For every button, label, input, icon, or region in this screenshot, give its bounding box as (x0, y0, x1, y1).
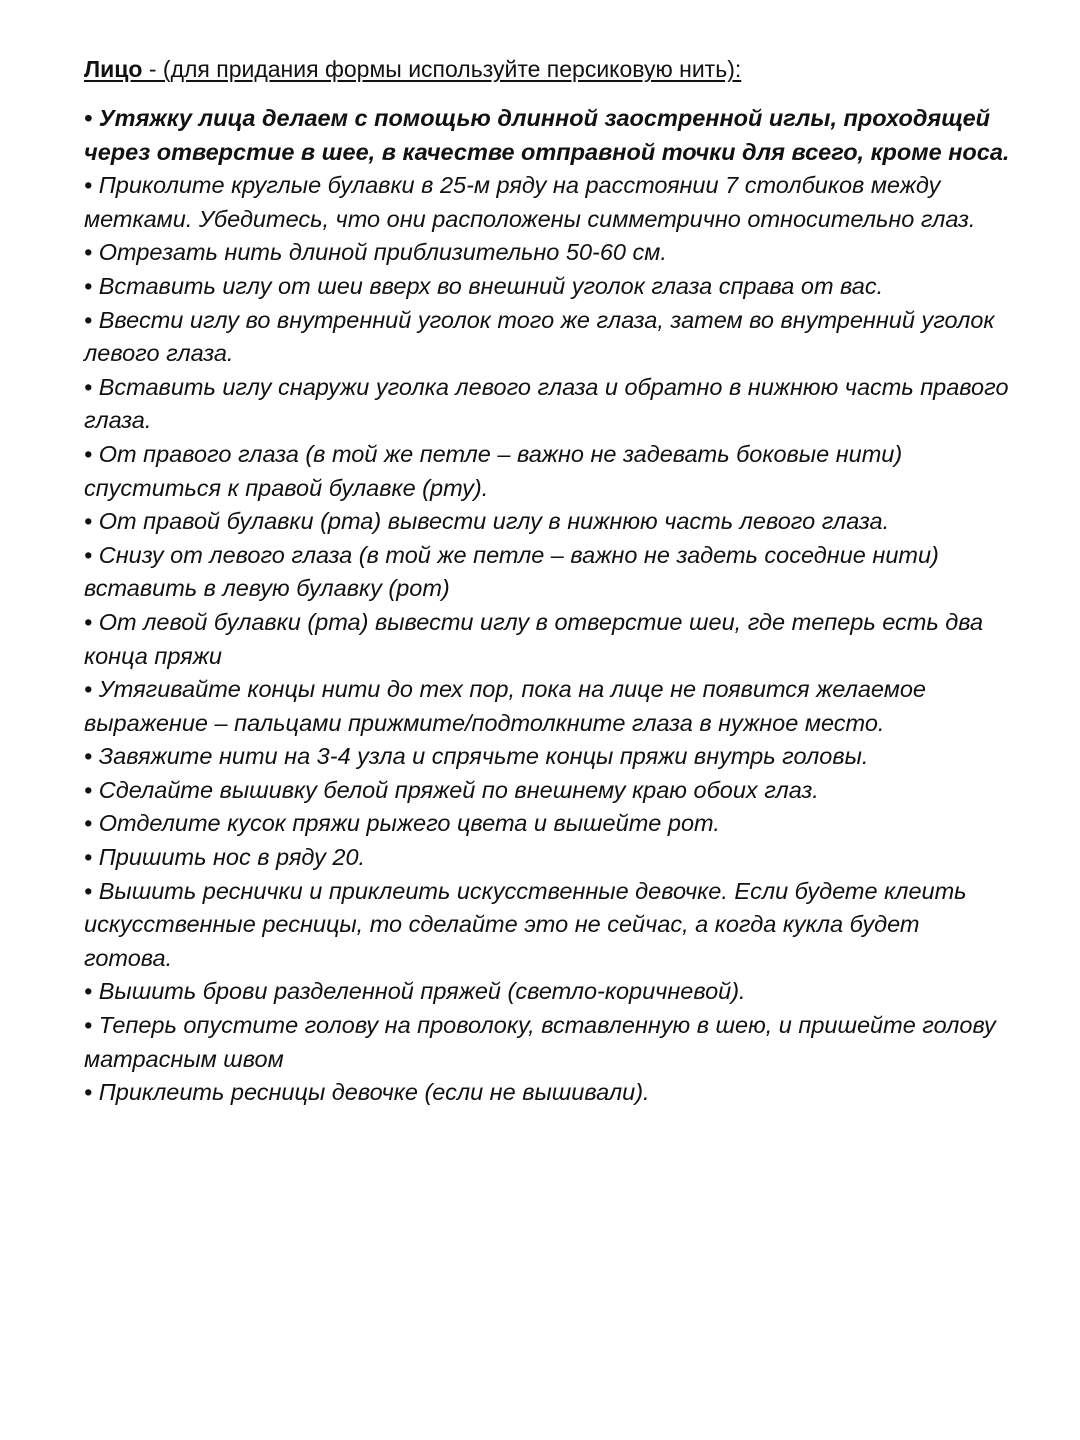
instruction-item: • Вышить реснички и приклеить искусственные девочке. Если будете клеить искусственные ресницы, то сделайте это не сейчас, а когда кукла будет готова. (84, 877, 967, 971)
instruction-item: • Приклеить ресницы девочке (если не вышивали). (84, 1079, 650, 1106)
instruction-list (84, 102, 1010, 1110)
instruction-item: • От правого глаза (в той же петле – важно не задевать боковые нити) спуститься к правой булавке (рту). (84, 440, 903, 501)
heading-subtitle: - (для придания формы используйте персиковую нить): (142, 56, 742, 82)
instruction-item: • Ввести иглу во внутренний уголок того же глаза, затем во внутренний уголок левого глаза. (84, 306, 995, 367)
instruction-item: • Утягивайте концы нити до тех пор, пока на лице не появится желаемое выражение – пальцами прижмите/подтолкните глаза в нужное место. (84, 676, 926, 736)
section-heading (84, 52, 1010, 86)
instruction-item: • От правой булавки (рта) вывести иглу в нижнюю часть левого глаза. (84, 508, 890, 535)
instruction-item: • Пришить нос в ряду 20. (84, 844, 366, 871)
instruction-item: • Теперь опустите голову на проволоку, вставленную в шею, и пришейте голову матрасным швом (84, 1012, 996, 1072)
instruction-item: • Приколите круглые булавки в 25-м ряду на расстоянии 7 столбиков между метками. Убедитесь, что они расположены симметрично относительно глаз. (84, 172, 976, 232)
instruction-item: • Снизу от левого глаза (в той же петле – важно не задеть соседние нити) вставить в левую булавку (рот) (84, 541, 939, 602)
instruction-item: • Отрезать нить длиной приблизительно 50-60 см. (84, 239, 667, 266)
instruction-item: • Вставить иглу снаружи уголка левого глаза и обратно в нижнюю часть правого глаза. (84, 373, 1009, 434)
instruction-item: • Утяжку лица делаем с помощью длинной заостренной иглы, проходящей через отверстие в шее, в качестве отправной точки для всего, кроме носа. (84, 105, 1010, 165)
instruction-item: • От левой булавки (рта) вывести иглу в отверстие шеи, где теперь есть два конца пряжи (84, 608, 984, 669)
instruction-item: • Вышить брови разделенной пряжей (светло-коричневой). (84, 978, 746, 1005)
instruction-item: • Вставить иглу от шеи вверх во внешний уголок глаза справа от вас. (84, 272, 884, 299)
heading-title: Лицо (84, 56, 143, 82)
instruction-item: • Сделайте вышивку белой пряжей по внешнему краю обоих глаз. (84, 776, 819, 803)
instruction-item: • Завяжите нити на 3-4 узла и спрячьте концы пряжи внутрь головы. (84, 743, 869, 770)
instruction-item: • Отделите кусок пряжи рыжего цвета и вышейте рот. (84, 810, 720, 837)
